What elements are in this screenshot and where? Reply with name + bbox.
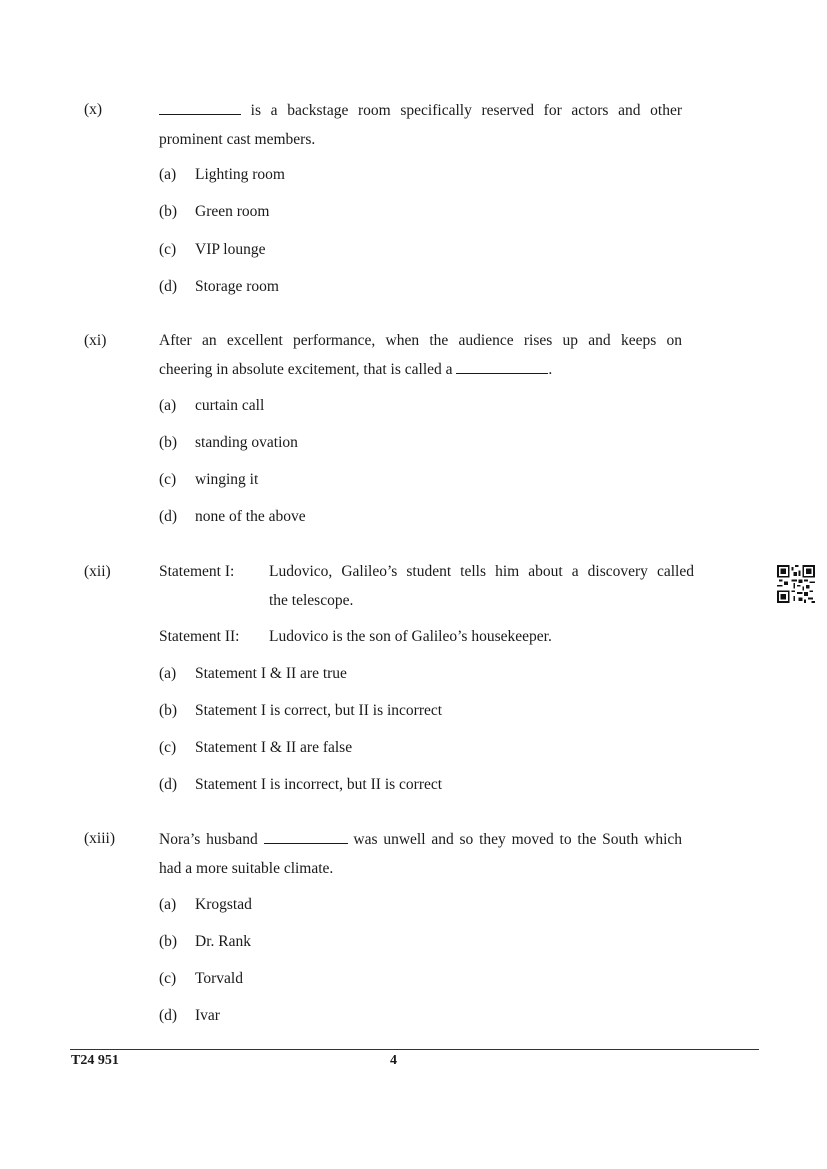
question-stem <box>159 96 682 154</box>
option-c: (c) Torvald <box>159 970 243 987</box>
page-number: 4 <box>390 1053 397 1068</box>
option-a: (a) Krogstad <box>159 896 252 913</box>
answer-blank <box>456 359 548 374</box>
statement-label: Statement II: <box>159 628 240 645</box>
footer-divider <box>70 1049 759 1050</box>
option-a: (a) curtain call <box>159 397 265 414</box>
stem-head: Nora’s husband <box>159 831 258 848</box>
stem-line-1: After an excellent performance, when the audience rises up and keeps on <box>159 332 682 349</box>
question-stem <box>159 825 682 883</box>
stem-line-1: is a backstage room specifically reserved for actors and other <box>250 102 682 119</box>
option-d: (d) Ivar <box>159 1007 220 1024</box>
question-number: (xiii) <box>84 830 115 847</box>
option-b: (b) Green room <box>159 203 270 220</box>
option-b: (b) standing ovation <box>159 434 298 451</box>
question-number: (xi) <box>84 332 107 349</box>
statement-line-1: Ludovico, Galileo’s student tells him about a discovery called <box>269 563 694 580</box>
stem-line-1: was unwell and so they moved to the South which <box>353 831 683 848</box>
stem-line-2: had a more suitable climate. <box>159 860 334 877</box>
option-c: (c) winging it <box>159 471 259 488</box>
question-number: (x) <box>84 101 103 118</box>
option-c: (c) Statement I & II are false <box>159 739 353 756</box>
option-d: (d) Statement I is incorrect, but II is correct <box>159 776 443 793</box>
option-c: (c) VIP lounge <box>159 241 266 258</box>
option-d: (d) Storage room <box>159 278 279 295</box>
statement-line-2: the telescope. <box>269 592 354 609</box>
answer-blank <box>159 100 241 115</box>
option-a: (a) Statement I & II are true <box>159 665 347 682</box>
stem-line-2: cheering in absolute excitement, that is called a <box>159 361 453 378</box>
qr-code-icon <box>777 565 815 603</box>
option-a: (a) Lighting room <box>159 166 285 183</box>
statement-label: Statement I: <box>159 563 235 580</box>
question-number: (xii) <box>84 563 111 580</box>
answer-blank <box>264 829 348 844</box>
option-d: (d) none of the above <box>159 508 306 525</box>
question-stem: After an excellent performance, when the audience rises up and keeps on cheering in absolute excitement, that is called a . <box>159 326 682 384</box>
statement-text: Ludovico is the son of Galileo’s housekeeper. <box>269 628 552 645</box>
option-b: (b) Statement I is correct, but II is incorrect <box>159 702 443 719</box>
stem-line-2: prominent cast members. <box>159 131 316 148</box>
paper-code: T24 951 <box>71 1053 119 1068</box>
option-b: (b) Dr. Rank <box>159 933 251 950</box>
